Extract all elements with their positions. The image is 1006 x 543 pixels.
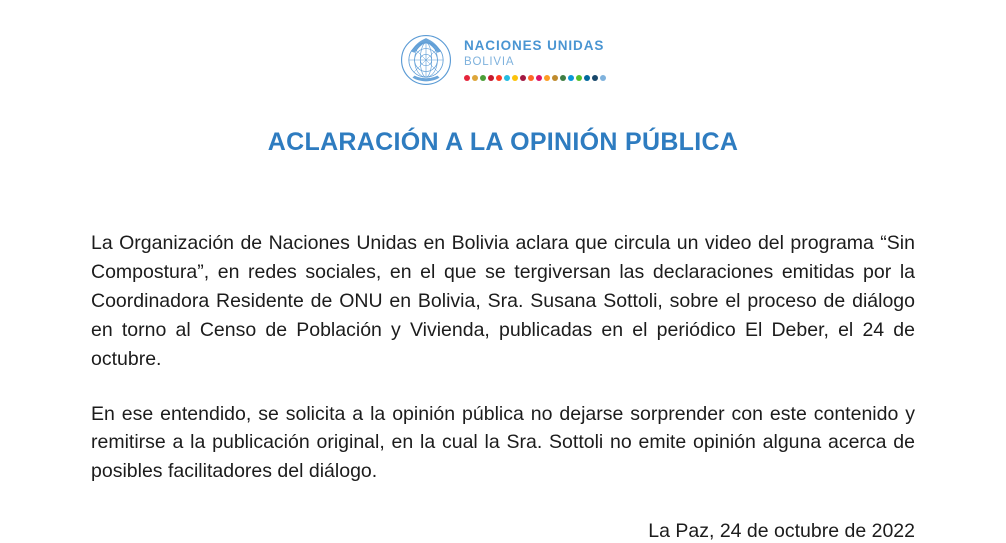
sdg-dot: [536, 75, 542, 81]
paragraph: En ese entendido, se solicita a la opinión pública no dejarse sorprender con este contenido y remitirse a la publicación original, en la cual la Sra. Sottoli no emite opinión alguna acerca de posibles facilitadores del diálogo.: [91, 402, 915, 483]
sdg-dot: [600, 75, 606, 81]
un-emblem-icon: [400, 34, 452, 86]
logo-country-name: BOLIVIA: [464, 55, 515, 68]
sdg-color-bar: [464, 75, 606, 81]
paragraph: La Organización de Naciones Unidas en Bolivia aclara que circula un video del programa “Sin Compostura”, en redes sociales, en el que se tergiversan las declaraciones emitidas por la Coordinadora Residente de ONU en Bolivia, Sra. Susana Sottoli, sobre el proceso de diálogo en torno al Censo de Población y Vivienda, publicadas en el periódico El Deber, el 24 de octubre.: [91, 232, 915, 370]
sdg-dot: [488, 75, 494, 81]
sdg-dot: [544, 75, 550, 81]
un-bolivia-logo: [400, 34, 606, 86]
logo-organization-name: NACIONES UNIDAS: [464, 38, 605, 54]
sdg-dot: [464, 75, 470, 81]
sdg-dot: [560, 75, 566, 81]
logo-text-block: [464, 39, 606, 80]
sdg-dot: [512, 75, 518, 81]
document-body: [91, 174, 915, 543]
sdg-dot: [584, 75, 590, 81]
sdg-dot: [568, 75, 574, 81]
sdg-dot: [576, 75, 582, 81]
signoff-line: La Paz, 24 de octubre de 2022: [648, 520, 915, 543]
sdg-dot: [496, 75, 502, 81]
sdg-dot: [504, 75, 510, 81]
sdg-dot: [472, 75, 478, 81]
sdg-dot: [480, 75, 486, 81]
document-header: [0, 0, 1006, 86]
sdg-dot: [520, 75, 526, 81]
sdg-dot: [552, 75, 558, 81]
page-title: ACLARACIÓN A LA OPINIÓN PÚBLICA: [267, 128, 739, 156]
sdg-dot: [592, 75, 598, 81]
sdg-dot: [528, 75, 534, 81]
